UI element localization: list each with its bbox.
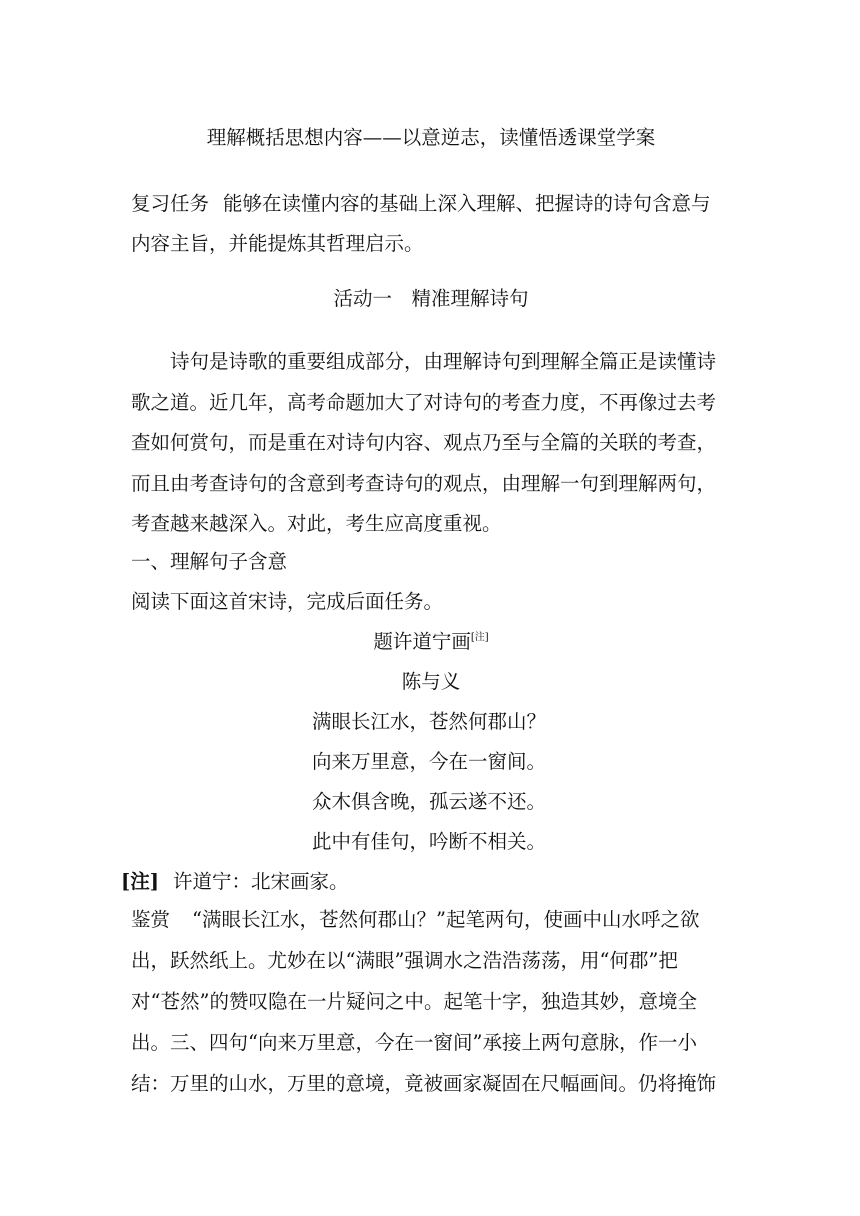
appreciation-label: 鉴赏	[131, 908, 171, 931]
appreciation-paragraph	[131, 899, 731, 1104]
instruction-text: 阅读下面这首宋诗，完成后面任务。	[131, 590, 444, 613]
poem-title-text: 题许道宁画	[373, 630, 471, 653]
intro-paragraph	[131, 342, 731, 545]
appreciation-line-1	[131, 899, 731, 940]
poem-author: 陈与义	[401, 670, 461, 693]
review-task	[131, 184, 731, 264]
poem-line: 向来万里意，今在一窗间。	[312, 750, 547, 773]
appreciation-text: “满眼长江水，苍然何郡山？”起笔两句，使画中山水呼之欲	[192, 908, 700, 931]
poem-title	[131, 626, 731, 654]
poem-line: 此中有佳句，吟断不相关。	[312, 830, 547, 853]
review-task-line-1	[131, 184, 731, 224]
intro-line: 诗句是诗歌的重要组成部分，由理解诗句到理解全篇正是读懂诗	[170, 350, 717, 373]
appreciation-line: 结：万里的山水，万里的意境，竟被画家凝固在尺幅画间。仍将掩饰	[131, 1072, 717, 1095]
section-heading: 一、理解句子含意	[131, 550, 288, 573]
review-task-text-1: 能够在读懂内容的基础上深入理解、把握诗的诗句含意与	[223, 192, 711, 215]
poem-line: 众木俱含晚，孤云遂不还。	[312, 790, 547, 813]
appreciation-line: 出。三、四句“向来万里意，今在一窗间”承接上两句意脉，作一小	[131, 1031, 697, 1054]
footnote-text: 许道宁：北宋画家。	[172, 870, 349, 893]
page-title: 理解概括思想内容——以意逆志，读懂悟透课堂学案	[206, 126, 656, 149]
activity-heading: 活动一 精准理解诗句	[333, 287, 529, 310]
appreciation-line: 对“苍然”的赞叹隐在一片疑问之中。起笔十字，独造其妙，意境全	[131, 990, 697, 1013]
poem-line: 满眼长江水，苍然何郡山？	[312, 710, 547, 733]
poem-title-note: [注]	[470, 632, 489, 643]
intro-line: 考查越来越深入。对此，考生应高度重视。	[131, 512, 502, 535]
intro-line: 查如何赏句，而是重在对诗句内容、观点乃至与全篇的关联的考查，	[131, 431, 717, 454]
footnote-tag: [注]	[121, 870, 159, 893]
appreciation-line: 出，跃然纸上。尤妙在以“满眼”强调水之浩浩荡荡，用“何郡”把	[131, 949, 678, 972]
footnote	[121, 866, 721, 894]
intro-line: 歌之道。近几年，高考命题加大了对诗句的考查力度，不再像过去考	[131, 390, 717, 414]
review-task-text-2: 内容主旨，并能提炼其哲理启示。	[131, 232, 424, 255]
review-task-label: 复习任务	[131, 192, 210, 215]
intro-line: 而且由考查诗句的含意到考查诗句的观点，由理解一句到理解两句，	[131, 471, 717, 495]
